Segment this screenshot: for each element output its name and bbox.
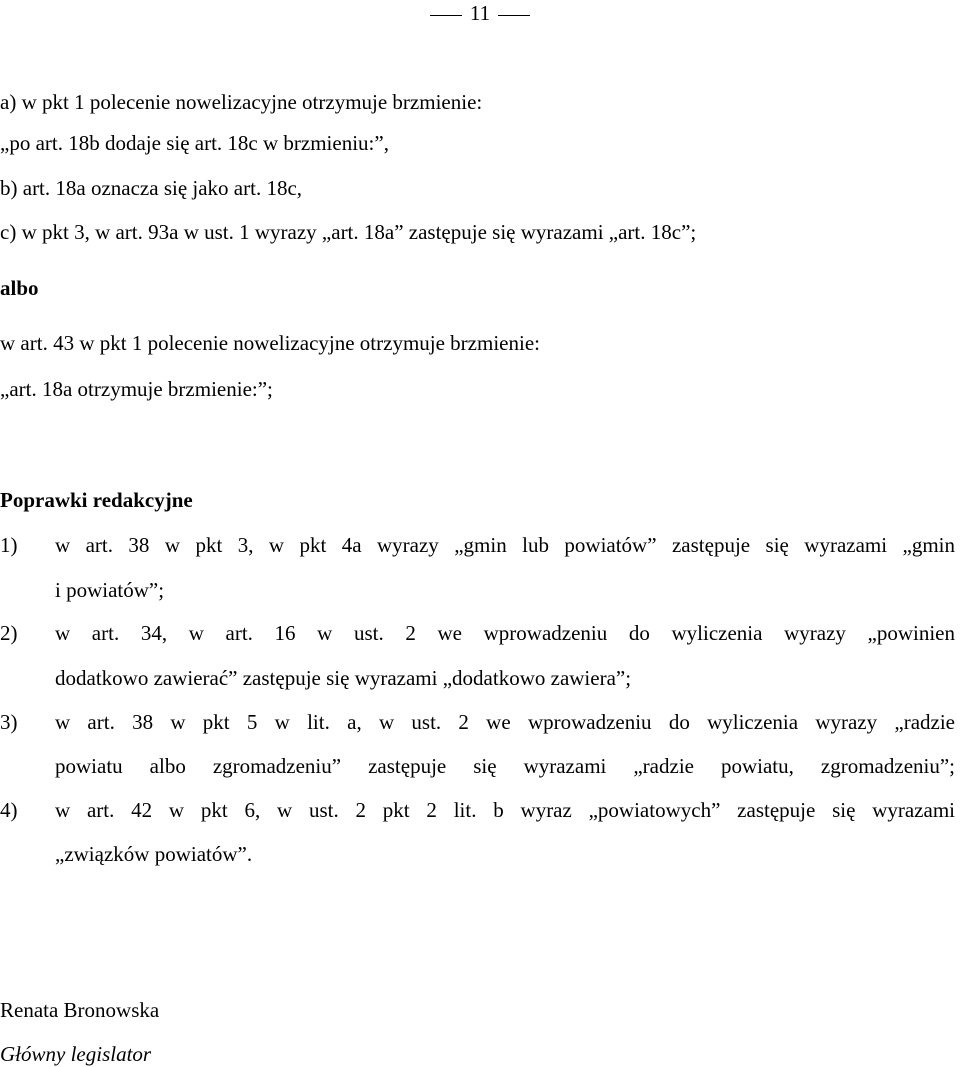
list-item-3-cont: powiatu albo zgromadzeniu” zastępuje się wyrazami „radzie powiatu, zgromadzeniu”; [55, 754, 955, 778]
page-number-dash-right [498, 15, 530, 16]
list-item-4-cont: „związków powiatów”. [55, 842, 253, 866]
item-b: b) art. 18a oznacza się jako art. 18c, [0, 176, 303, 200]
list-item-number: 2) [0, 621, 18, 645]
list-item-2-cont: dodatkowo zawierać” zastępuje się wyrazami „dodatkowo zawiera”; [55, 666, 632, 690]
list-item-text: w art. 38 w pkt 3, w pkt 4a wyrazy „gmin lub powiatów” zastępuje się wyrazami „gmin [55, 533, 955, 557]
albo-label: albo [0, 276, 39, 300]
signature-title: Główny legislator [0, 1042, 152, 1066]
albo-line-1: w art. 43 w pkt 1 polecenie nowelizacyjne otrzymuje brzmienie: [0, 331, 540, 355]
list-item-3 [0, 709, 955, 735]
albo-line-2: „art. 18a otrzymuje brzmienie:”; [0, 377, 273, 401]
item-a-quote: „po art. 18b dodaje się art. 18c w brzmieniu:”, [0, 131, 389, 155]
list-item-1 [0, 532, 955, 558]
signature-name: Renata Bronowska [0, 998, 160, 1022]
page-number-text: 11 [469, 1, 491, 25]
list-item-number: 4) [0, 798, 18, 822]
list-item-number: 1) [0, 533, 18, 557]
item-c: c) w pkt 3, w art. 93a w ust. 1 wyrazy „art. 18a” zastępuje się wyrazami „art. 18c”; [0, 220, 697, 244]
section-heading: Poprawki redakcyjne [0, 488, 193, 512]
list-item-4 [0, 797, 955, 823]
item-a: a) w pkt 1 polecenie nowelizacyjne otrzymuje brzmienie: [0, 90, 483, 114]
list-item-text: w art. 42 w pkt 6, w ust. 2 pkt 2 lit. b wyraz „powiatowych” zastępuje się wyrazami [55, 798, 955, 822]
page-number-dash-left [430, 15, 462, 16]
list-item-number: 3) [0, 710, 18, 734]
list-item-1-cont: i powiatów”; [55, 578, 165, 602]
page-number [0, 0, 960, 26]
list-item-2 [0, 620, 955, 646]
list-item-text: w art. 38 w pkt 5 w lit. a, w ust. 2 we wprowadzeniu do wyliczenia wyrazy „radzie [55, 710, 955, 734]
list-item-text: w art. 34, w art. 16 w ust. 2 we wprowadzeniu do wyliczenia wyrazy „powinien [55, 621, 955, 645]
